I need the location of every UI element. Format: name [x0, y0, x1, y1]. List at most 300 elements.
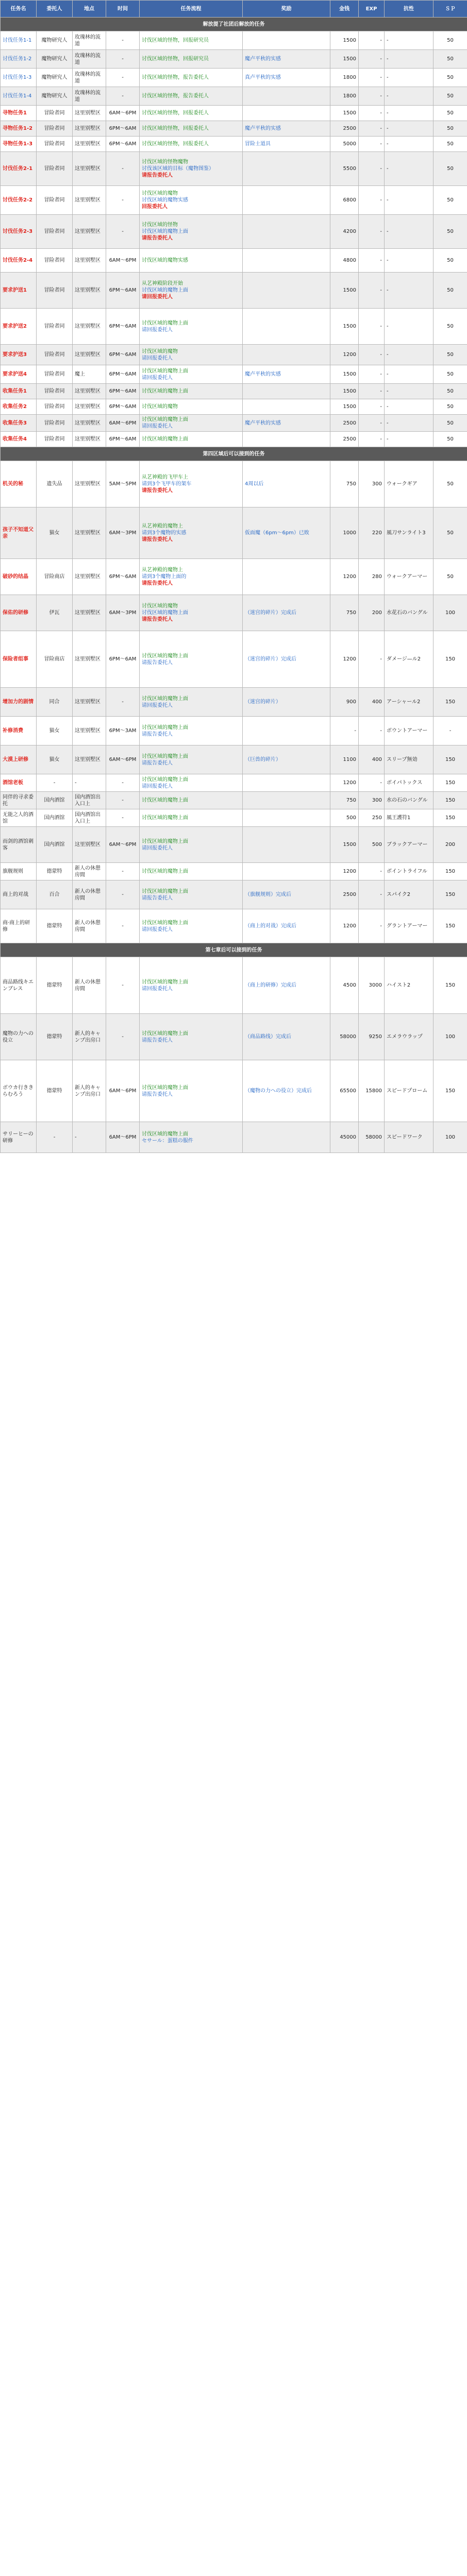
quest-flow	[140, 121, 243, 137]
quest-reward: （商上的对战）完成后	[243, 909, 330, 943]
quest-name: 商上的对战	[1, 880, 37, 909]
quest-exp: -	[359, 863, 385, 880]
table-row	[1, 631, 467, 688]
quest-reward: 魔卢平秋的实感	[243, 121, 330, 137]
quest-place: 这里别墅区	[73, 717, 106, 745]
quest-money: 1500	[330, 50, 359, 69]
quest-client: 冒险商店	[37, 559, 73, 595]
quest-flow	[140, 152, 243, 186]
table-row	[1, 186, 467, 215]
quest-sp: 50	[433, 345, 467, 365]
quest-flow	[140, 31, 243, 50]
quest-exp: -	[359, 432, 385, 447]
quest-flow	[140, 1122, 243, 1153]
quest-exp: 250	[359, 809, 385, 827]
quest-resistance: ウォークギア	[385, 461, 433, 507]
section-title: 第七章后可以接到的任务	[1, 943, 467, 957]
section-title: 解放提了社团后解放的任务	[1, 18, 467, 31]
flow-step: 讨伐区域的魔物上面	[142, 388, 188, 394]
quest-sp: 150	[433, 957, 467, 1014]
quest-reward	[243, 774, 330, 792]
quest-resistance: アーシャール2	[385, 688, 433, 717]
quest-sp: 150	[433, 809, 467, 827]
quest-name: 补修消费	[1, 717, 37, 745]
quest-name: 收集任务4	[1, 432, 37, 447]
table-row	[1, 399, 467, 415]
quest-money: 1200	[330, 345, 359, 365]
quest-name: 讨伐任务1-4	[1, 87, 37, 106]
quest-name: 大漠上研修	[1, 745, 37, 774]
quest-name: 讨伐任务2-2	[1, 186, 37, 215]
quest-flow	[140, 365, 243, 384]
quest-reward: 冒险士道具	[243, 137, 330, 152]
quest-time: -	[106, 792, 140, 809]
quest-reward	[243, 273, 330, 309]
header-exp: EXP	[359, 1, 385, 18]
quest-client: 冒险者同	[37, 186, 73, 215]
quest-client: 魔物研究人	[37, 50, 73, 69]
quest-resistance: -	[385, 249, 433, 273]
quest-time: 6AM～6PM	[106, 1122, 140, 1153]
quest-flow	[140, 87, 243, 106]
quest-money: 5500	[330, 152, 359, 186]
flow-step: 请回报委托人	[142, 926, 173, 933]
table-row	[1, 50, 467, 69]
flow-step: 请报告委托人	[142, 488, 173, 494]
quest-exp: -	[359, 909, 385, 943]
quest-sp: 50	[433, 507, 467, 559]
quest-money: 1500	[330, 384, 359, 399]
quest-client: 冒险者同	[37, 309, 73, 345]
quest-exp: -	[359, 50, 385, 69]
flow-step: 从艺神殿的魔物上	[142, 523, 183, 529]
quest-client: 冒险者同	[37, 432, 73, 447]
flow-step: 从艺神殿阶段开始	[142, 281, 183, 286]
flow-step: 请报告委托人	[142, 731, 173, 737]
quest-time: 6AM～3PM	[106, 507, 140, 559]
quest-time: -	[106, 863, 140, 880]
quest-reward: （巨兽的碎片）	[243, 745, 330, 774]
quest-money: 1200	[330, 909, 359, 943]
quest-client: 伊瓦	[37, 595, 73, 631]
quest-resistance: -	[385, 384, 433, 399]
quest-reward	[243, 399, 330, 415]
quest-reward: 4周以后	[243, 461, 330, 507]
table-row	[1, 31, 467, 50]
quest-reward: （旗舰规则）完成后	[243, 880, 330, 909]
quest-reward	[243, 106, 330, 121]
quest-flow	[140, 384, 243, 399]
flow-step: 讨伐区域的魔物实感	[142, 258, 188, 263]
quest-money: 1200	[330, 631, 359, 688]
flow-step: 讨伐区域的魔物	[142, 348, 178, 354]
table-row	[1, 273, 467, 309]
flow-step: 请报告委托人	[142, 581, 173, 586]
quest-sp: 50	[433, 399, 467, 415]
quest-exp: -	[359, 87, 385, 106]
quest-name: ボウカ行ききらむろう	[1, 1060, 37, 1122]
quest-money: 4500	[330, 957, 359, 1014]
quest-flow	[140, 186, 243, 215]
flow-step: 讨伐区域的魔物上面	[142, 653, 188, 659]
quest-flow	[140, 1014, 243, 1060]
flow-step: 讨伐区域的怪物，回报委托人	[142, 141, 209, 147]
quest-place: 这里别墅区	[73, 273, 106, 309]
quest-name: 酒馆老板	[1, 774, 37, 792]
quest-exp: 220	[359, 507, 385, 559]
quest-money: 1000	[330, 507, 359, 559]
quest-sp: 50	[433, 50, 467, 69]
quest-time: 6PM～6AM	[106, 309, 140, 345]
quest-sp: 50	[433, 309, 467, 345]
quest-exp: -	[359, 717, 385, 745]
quest-flow	[140, 688, 243, 717]
quest-exp: -	[359, 31, 385, 50]
quest-reward	[243, 87, 330, 106]
quest-name: 收集任务1	[1, 384, 37, 399]
table-row	[1, 595, 467, 631]
flow-step: 讨伐区域的魔物上面	[142, 1030, 188, 1037]
table-row	[1, 863, 467, 880]
quest-place: 新人的キャンプ出房口	[73, 1060, 106, 1122]
quest-flow	[140, 1060, 243, 1122]
flow-step: 讨伐区域的魔物实感	[142, 197, 188, 203]
quest-money: 65500	[330, 1060, 359, 1122]
quest-exp: 9250	[359, 1014, 385, 1060]
quest-exp: 58000	[359, 1122, 385, 1153]
quest-client: -	[37, 1122, 73, 1153]
quest-place: 这里别墅区	[73, 345, 106, 365]
flow-step: 讨伐区域的魔物上面	[142, 368, 188, 374]
quest-flow	[140, 273, 243, 309]
flow-step: 讨伐区域的魔物上面	[142, 320, 188, 326]
flow-step: 请报告委托人	[142, 537, 173, 543]
header-flow: 任务流程	[140, 1, 243, 18]
quest-sp: 50	[433, 249, 467, 273]
quest-time: 6AM～6PM	[106, 106, 140, 121]
quest-sp: -	[433, 717, 467, 745]
quest-flow	[140, 880, 243, 909]
quest-money: 4200	[330, 215, 359, 249]
quest-flow	[140, 106, 243, 121]
quest-resistance: -	[385, 106, 433, 121]
quest-reward: （商品路线）完成后	[243, 1014, 330, 1060]
quest-name: 讨伐任务1-3	[1, 69, 37, 87]
quest-sp: 150	[433, 631, 467, 688]
quest-place: 玫瑰林的流道	[73, 87, 106, 106]
quest-time: 6AM～6PM	[106, 249, 140, 273]
quest-exp: 200	[359, 595, 385, 631]
quest-name: 要求护送1	[1, 273, 37, 309]
quest-sp: 50	[433, 432, 467, 447]
quest-money: 750	[330, 595, 359, 631]
quest-name: 收集任务2	[1, 399, 37, 415]
quest-place: 这里别墅区	[73, 249, 106, 273]
quest-flow	[140, 309, 243, 345]
quest-sp: 150	[433, 1060, 467, 1122]
flow-step: 请回报委托人	[142, 375, 173, 381]
quest-table-body	[1, 18, 467, 1153]
quest-flow	[140, 595, 243, 631]
quest-resistance: -	[385, 365, 433, 384]
quest-resistance: スピードワーク	[385, 1122, 433, 1153]
quest-name: 要求护送3	[1, 345, 37, 365]
quest-resistance: -	[385, 87, 433, 106]
quest-resistance: -	[385, 273, 433, 309]
quest-resistance: スピードプローム	[385, 1060, 433, 1122]
table-row	[1, 152, 467, 186]
quest-client: 国内酒馆	[37, 809, 73, 827]
quest-resistance: -	[385, 69, 433, 87]
quest-flow	[140, 415, 243, 432]
header-res: 抗性	[385, 1, 433, 18]
quest-money: 500	[330, 809, 359, 827]
quest-time: -	[106, 87, 140, 106]
flow-step: 讨伐区域的魔物上面	[142, 287, 188, 293]
header-name: 任务名	[1, 1, 37, 18]
table-row	[1, 345, 467, 365]
flow-step: 讨伐区域的魔物上面	[142, 753, 188, 759]
quest-sp: 50	[433, 31, 467, 50]
table-row	[1, 215, 467, 249]
quest-name: 同伴的寻求委托	[1, 792, 37, 809]
quest-name: 破砂的结晶	[1, 559, 37, 595]
header-reward: 奖励	[243, 1, 330, 18]
quest-flow	[140, 559, 243, 595]
quest-name: 讨伐任务1-1	[1, 31, 37, 50]
quest-name: 机关的秘	[1, 461, 37, 507]
quest-exp: -	[359, 309, 385, 345]
quest-resistance: -	[385, 50, 433, 69]
quest-name: 保佑的研修	[1, 595, 37, 631]
quest-time: -	[106, 69, 140, 87]
quest-money: 58000	[330, 1014, 359, 1060]
table-row	[1, 415, 467, 432]
quest-sp: 50	[433, 273, 467, 309]
quest-time: 6PM～6AM	[106, 365, 140, 384]
flow-step: 请报告委托人	[142, 1091, 173, 1097]
flow-step: 讨伐区域的魔物上面	[142, 920, 188, 926]
quest-time: 6PM～6AM	[106, 137, 140, 152]
quest-reward: （迷宫的碎片）	[243, 688, 330, 717]
quest-time: 6PM～6AM	[106, 384, 140, 399]
quest-exp: -	[359, 365, 385, 384]
quest-money: 4800	[330, 249, 359, 273]
quest-name: 旗舰规则	[1, 863, 37, 880]
quest-time: -	[106, 31, 140, 50]
quest-time: -	[106, 880, 140, 909]
table-row	[1, 432, 467, 447]
quest-resistance: ボウントアーマー	[385, 717, 433, 745]
quest-place: 玫瑰林的流道	[73, 50, 106, 69]
table-row	[1, 809, 467, 827]
quest-exp: 400	[359, 745, 385, 774]
quest-flow	[140, 717, 243, 745]
quest-flow	[140, 69, 243, 87]
quest-resistance: -	[385, 121, 433, 137]
flow-step: 讨伐区域的魔物上面	[142, 888, 188, 894]
quest-reward	[243, 863, 330, 880]
quest-name: 讨伐任务2-3	[1, 215, 37, 249]
quest-time: 6PM～3AM	[106, 717, 140, 745]
flow-step: 从艺神殿的飞甲车上	[142, 474, 188, 480]
quest-client: 遗失品	[37, 461, 73, 507]
quest-reward: （迷宫的碎片）完成后	[243, 631, 330, 688]
quest-exp: -	[359, 345, 385, 365]
quest-name: 要求护送4	[1, 365, 37, 384]
quest-flow	[140, 461, 243, 507]
quest-time: 6PM～6AM	[106, 631, 140, 688]
quest-name: 收集任务3	[1, 415, 37, 432]
quest-resistance: -	[385, 309, 433, 345]
quest-time: 5AM～5PM	[106, 461, 140, 507]
flow-step: セサール：蛋糕の服件	[142, 1138, 193, 1144]
quest-sp: 50	[433, 106, 467, 121]
quest-sp: 100	[433, 1122, 467, 1153]
quest-money: 1200	[330, 774, 359, 792]
quest-reward	[243, 792, 330, 809]
flow-step: 讨伐区域的魔物	[142, 603, 178, 609]
quest-place: 这里别墅区	[73, 507, 106, 559]
quest-client: 德蒙特	[37, 957, 73, 1014]
quest-place: 这里别墅区	[73, 137, 106, 152]
quest-money: 1500	[330, 106, 359, 121]
flow-step: 请报告委托人	[142, 173, 173, 178]
flow-step: 讨伐区域的怪物，回报研究员	[142, 38, 209, 43]
section-title: 第四区域后可以接到的任务	[1, 447, 467, 461]
quest-exp: -	[359, 384, 385, 399]
quest-exp: -	[359, 152, 385, 186]
quest-resistance: -	[385, 399, 433, 415]
quest-resistance: スパイク2	[385, 880, 433, 909]
quest-exp: 500	[359, 827, 385, 863]
flow-step: 请报告委托人	[142, 659, 173, 666]
quest-place: 玫瑰林的流道	[73, 31, 106, 50]
quest-flow	[140, 631, 243, 688]
quest-money: -	[330, 717, 359, 745]
quest-place: 新人の休憩房間	[73, 957, 106, 1014]
quest-name: 而剑的酒馆刺客	[1, 827, 37, 863]
quest-exp: 3000	[359, 957, 385, 1014]
quest-client: 猫女	[37, 507, 73, 559]
quest-resistance: ボイパトックス	[385, 774, 433, 792]
flow-step: 讨伐区域的魔物上面	[142, 1131, 188, 1137]
quest-sp: 50	[433, 152, 467, 186]
quest-name: 讨伐任务2-4	[1, 249, 37, 273]
quest-client: 百合	[37, 880, 73, 909]
quest-exp: -	[359, 249, 385, 273]
quest-sp: 150	[433, 880, 467, 909]
quest-flow	[140, 137, 243, 152]
quest-money: 1100	[330, 745, 359, 774]
table-row	[1, 1060, 467, 1122]
quest-client: 魔物研究人	[37, 69, 73, 87]
quest-client: 冒险者同	[37, 415, 73, 432]
quest-name: 寻物任务1-2	[1, 121, 37, 137]
quest-exp: -	[359, 631, 385, 688]
table-row	[1, 1122, 467, 1153]
quest-place: 新人の休憩房間	[73, 880, 106, 909]
flow-step: 请回报委托人	[142, 845, 173, 851]
quest-sp: 150	[433, 792, 467, 809]
quest-time: 6PM～6AM	[106, 432, 140, 447]
quest-money: 1500	[330, 827, 359, 863]
section-header	[1, 447, 467, 461]
table-row	[1, 909, 467, 943]
quest-name: 寻物任务1-3	[1, 137, 37, 152]
quest-money: 900	[330, 688, 359, 717]
quest-client: 猫女	[37, 745, 73, 774]
quest-money: 1200	[330, 863, 359, 880]
quest-money: 6800	[330, 186, 359, 215]
quest-resistance: スリープ無効	[385, 745, 433, 774]
table-row	[1, 106, 467, 121]
quest-sp: 100	[433, 1014, 467, 1060]
quest-time: -	[106, 957, 140, 1014]
quest-reward	[243, 215, 330, 249]
quest-place: -	[73, 1122, 106, 1153]
table-row	[1, 309, 467, 345]
quest-flow	[140, 792, 243, 809]
quest-sp: 50	[433, 461, 467, 507]
quest-exp: -	[359, 774, 385, 792]
quest-resistance: -	[385, 415, 433, 432]
quest-time: -	[106, 774, 140, 792]
quest-exp: -	[359, 273, 385, 309]
quest-resistance: ウォークアーマー	[385, 559, 433, 595]
quest-flow	[140, 432, 243, 447]
table-row	[1, 249, 467, 273]
quest-reward: （迷宫的碎片）完成后	[243, 595, 330, 631]
quest-name: 保险者组事	[1, 631, 37, 688]
quest-resistance: -	[385, 215, 433, 249]
quest-name: 寻物任务1	[1, 106, 37, 121]
table-row	[1, 745, 467, 774]
quest-place: 这里别墅区	[73, 152, 106, 186]
quest-place: 这里别墅区	[73, 309, 106, 345]
quest-client: 魔物研究人	[37, 87, 73, 106]
quest-time: -	[106, 215, 140, 249]
quest-reward: 魔卢平秋的实感	[243, 50, 330, 69]
flow-step: 请回报委托人	[142, 355, 173, 361]
quest-place: 这里别墅区	[73, 415, 106, 432]
quest-flow	[140, 215, 243, 249]
quest-place: 玫瑰林的流道	[73, 69, 106, 87]
flow-step: 请报告委托人	[142, 1037, 173, 1043]
flow-step: 讨伐区域的魔物上面	[142, 696, 188, 702]
quest-sp: 150	[433, 774, 467, 792]
quest-money: 1500	[330, 309, 359, 345]
quest-client: 冒险者同	[37, 273, 73, 309]
quest-sp: 150	[433, 909, 467, 943]
quest-place: 这里别墅区	[73, 121, 106, 137]
flow-step: 请回报委托人	[142, 783, 173, 789]
quest-place: -	[73, 774, 106, 792]
quest-place: 这里别墅区	[73, 595, 106, 631]
quest-money: 45000	[330, 1122, 359, 1153]
flow-step: 讨伐区域的魔物上面	[142, 417, 188, 422]
quest-time: -	[106, 1014, 140, 1060]
header-sp: ＳＰ	[433, 1, 467, 18]
table-row	[1, 87, 467, 106]
flow-step: 讨伐区域的魔物上面	[142, 838, 188, 844]
quest-money: 5000	[330, 137, 359, 152]
quest-sp: 100	[433, 595, 467, 631]
table-row	[1, 1014, 467, 1060]
quest-exp: -	[359, 399, 385, 415]
quest-reward	[243, 384, 330, 399]
flow-step: 讨伐区域的怪物，报告委托人	[142, 75, 209, 80]
